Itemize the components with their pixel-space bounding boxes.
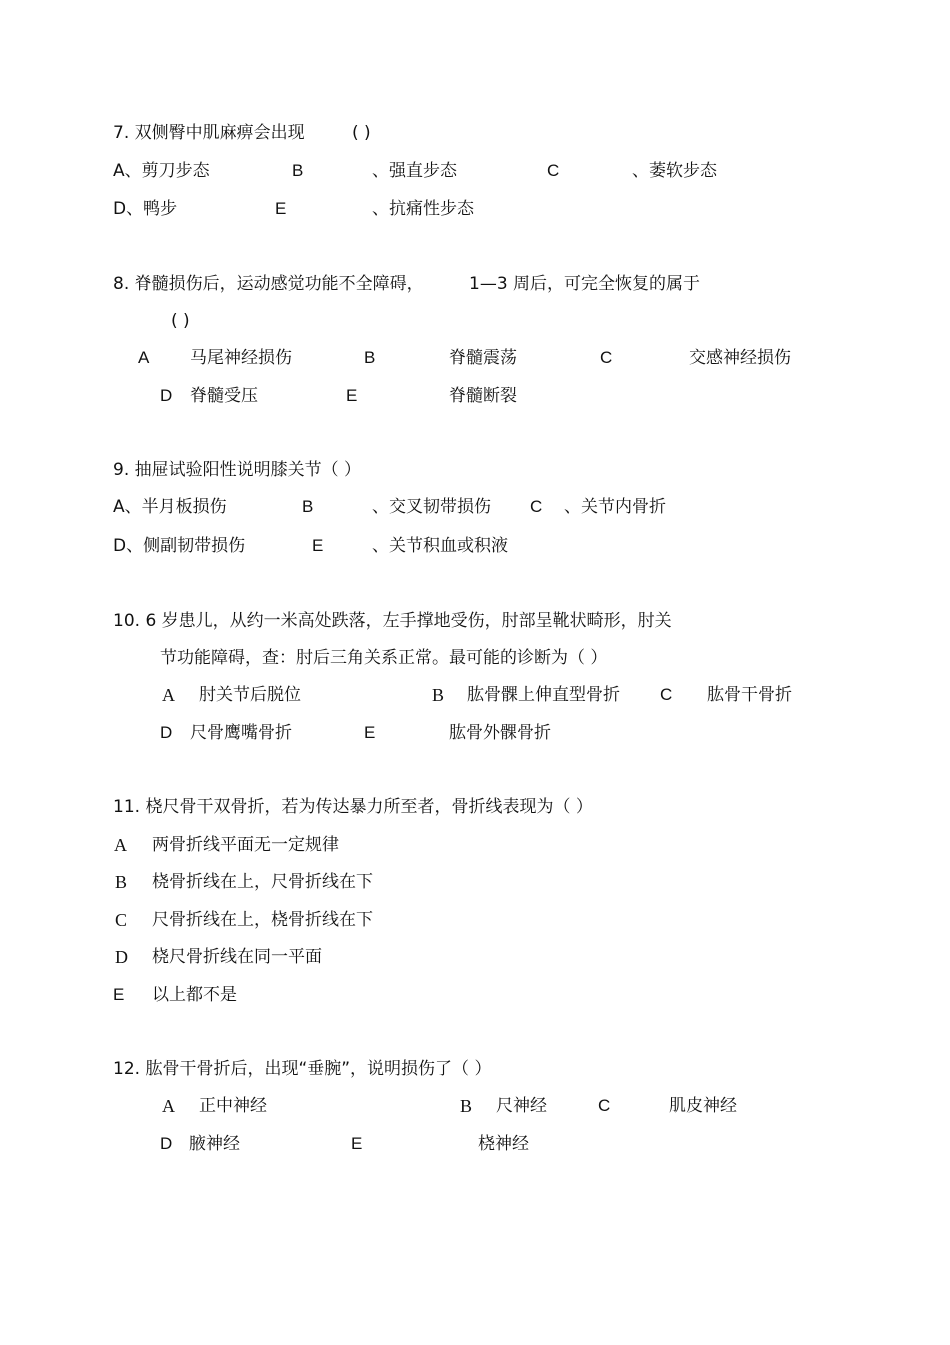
q11-option-a-text: 两骨折线平面无一定规律 <box>152 835 339 855</box>
q11-option-c-text: 尺骨折线在上，桡骨折线在下 <box>152 910 373 930</box>
q10-stem: 10. 6 岁患儿，从约一米高处跌落，左手撑地受伤，肘部呈靴状畸形，肘关 <box>113 611 672 631</box>
q12-option-b-letter: B <box>460 1096 473 1116</box>
q11-option-b-letter: B <box>115 872 128 892</box>
q8-option-a-letter: A <box>138 348 150 367</box>
q8-option-d-text: 脊髓受压 <box>190 386 258 406</box>
q7-option-b-letter: B <box>292 161 304 180</box>
q8-stem-cont: 1—3 周后，可完全恢复的属于 <box>469 274 701 294</box>
q10-option-e-letter: E <box>364 723 376 742</box>
q7-option-b-text: 、强直步态 <box>372 161 457 181</box>
q12-option-d-letter: D <box>160 1134 173 1153</box>
q7-option-c-text: 、萎软步态 <box>632 161 717 181</box>
q10-option-e-text: 肱骨外髁骨折 <box>449 723 551 743</box>
q12-option-e-letter: E <box>351 1134 363 1153</box>
q8-option-b-letter: B <box>364 348 376 367</box>
q8-option-a-text: 马尾神经损伤 <box>190 348 292 368</box>
q11-stem: 11. 桡尺骨干双骨折，若为传达暴力所至者，骨折线表现为（ ） <box>113 797 593 817</box>
q11-option-b-text: 桡骨折线在上，尺骨折线在下 <box>152 872 373 892</box>
q10-option-c-text: 肱骨干骨折 <box>707 685 792 705</box>
q11-option-d-text: 桡尺骨折线在同一平面 <box>152 947 322 967</box>
q10-option-a-letter: A <box>162 685 175 705</box>
q10-option-b-letter: B <box>432 685 445 705</box>
q7-option-d: D、鸭步 <box>113 199 178 219</box>
q7-answer-paren: ( ) <box>352 123 371 143</box>
q7-option-e-text: 、抗痛性步态 <box>372 199 474 219</box>
q10-option-b-text: 肱骨髁上伸直型骨折 <box>467 685 620 705</box>
q7-option-c-letter: C <box>547 161 560 180</box>
q12-option-e-text: 桡神经 <box>478 1134 529 1154</box>
q8-option-c-letter: C <box>600 348 613 367</box>
q12-option-c-text: 肌皮神经 <box>669 1096 737 1116</box>
q11-option-e-letter: E <box>113 985 125 1004</box>
q9-stem: 9. 抽屉试验阳性说明膝关节（ ） <box>113 460 362 480</box>
q12-option-a-text: 正中神经 <box>199 1096 267 1116</box>
q9-option-c-letter: C <box>530 497 543 516</box>
q12-option-c-letter: C <box>598 1096 611 1115</box>
q9-option-c-text: 、关节内骨折 <box>564 497 666 517</box>
q8-option-e-text: 脊髓断裂 <box>449 386 517 406</box>
q8-answer-paren: ( ) <box>171 311 190 331</box>
q10-option-d-text: 尺骨鹰嘴骨折 <box>190 723 292 743</box>
q8-option-e-letter: E <box>346 386 358 405</box>
q10-option-a-text: 肘关节后脱位 <box>199 685 301 705</box>
q7-option-a: A、剪刀步态 <box>113 161 210 181</box>
q11-option-e-text: 以上都不是 <box>152 985 237 1005</box>
q11-option-c-letter: C <box>115 910 128 930</box>
q9-option-b-letter: B <box>302 497 314 516</box>
q12-option-a-letter: A <box>162 1096 175 1116</box>
q9-option-b-text: 、交叉韧带损伤 <box>372 497 491 517</box>
q8-stem: 8. 脊髓损伤后，运动感觉功能不全障碍， <box>113 274 424 294</box>
q10-stem-cont: 节功能障碍，查：肘后三角关系正常。最可能的诊断为（ ） <box>160 648 608 668</box>
q7-stem: 7. 双侧臀中肌麻痹会出现 <box>113 123 305 143</box>
q10-option-d-letter: D <box>160 723 173 742</box>
q11-option-a-letter: A <box>114 835 127 855</box>
q9-option-d: D、侧副韧带损伤 <box>113 536 246 556</box>
q9-option-e-text: 、关节积血或积液 <box>372 536 508 556</box>
q9-option-a: A、半月板损伤 <box>113 497 227 517</box>
q11-option-d-letter: D <box>115 947 128 967</box>
q8-option-b-text: 脊髓震荡 <box>449 348 517 368</box>
q12-stem: 12. 肱骨干骨折后，出现“垂腕”，说明损伤了（ ） <box>113 1059 492 1079</box>
q12-option-d-text: 腋神经 <box>189 1134 240 1154</box>
q10-option-c-letter: C <box>660 685 673 704</box>
q12-option-b-text: 尺神经 <box>496 1096 547 1116</box>
q7-option-e-letter: E <box>275 199 287 218</box>
q8-option-d-letter: D <box>160 386 173 405</box>
q8-option-c-text: 交感神经损伤 <box>689 348 791 368</box>
q9-option-e-letter: E <box>312 536 324 555</box>
